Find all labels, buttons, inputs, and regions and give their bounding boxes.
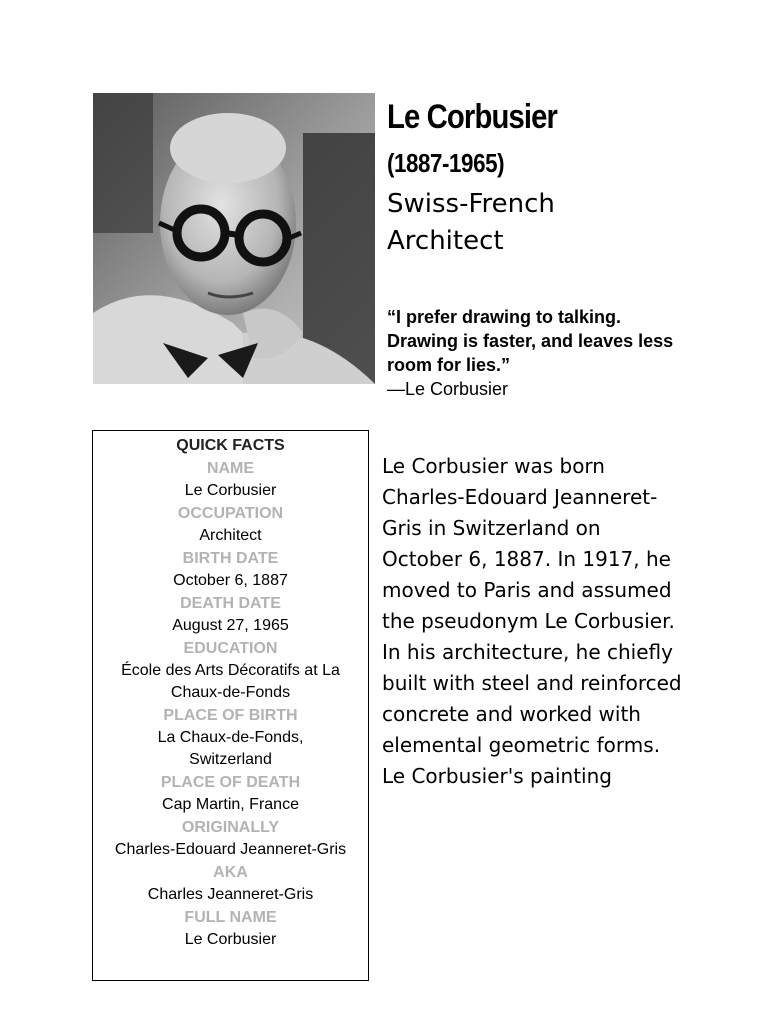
fact-label-occupation: OCCUPATION bbox=[177, 505, 284, 522]
fact-label-aka: AKA bbox=[213, 864, 248, 881]
fact-value-place-of-birth: La Chaux-de-Fonds, Switzerland bbox=[157, 729, 304, 768]
fact-value-originally: Charles-Edouard Jeanneret-Gris bbox=[114, 841, 347, 858]
biography-text: Le Corbusier was born Charles-Edouard Jeanneret-Gris in Switzerland on October 6, 1887. In 1917, he moved to Paris and assumed the pseudonym Le Corbusier. In his architecture, he chiefly built with steel and reinforced concrete and worked with elemental geometric forms. Le Corbusier's painting bbox=[382, 454, 682, 788]
fact-label-place-of-birth: PLACE OF BIRTH bbox=[163, 707, 298, 724]
fact-label-place-of-death: PLACE OF DEATH bbox=[160, 774, 301, 791]
fact-label-full-name: FULL NAME bbox=[184, 909, 277, 926]
fact-label-birth-date: BIRTH DATE bbox=[182, 550, 279, 567]
fact-label-education: EDUCATION bbox=[183, 640, 278, 657]
fact-value-full-name: Le Corbusier bbox=[184, 931, 277, 948]
fact-label-originally: ORIGINALLY bbox=[181, 819, 280, 836]
person-role: Swiss-French Architect bbox=[387, 189, 555, 256]
portrait-illustration bbox=[93, 93, 375, 384]
quote-author: —Le Corbusier bbox=[387, 379, 509, 399]
fact-value-education: École des Arts Décoratifs at La Chaux-de-Fonds bbox=[121, 662, 340, 701]
fact-label-death-date: DEATH DATE bbox=[180, 595, 281, 612]
fact-value-death-date: August 27, 1965 bbox=[172, 617, 289, 634]
fact-value-occupation: Architect bbox=[199, 527, 262, 544]
fact-value-name: Le Corbusier bbox=[184, 482, 277, 499]
portrait-photo bbox=[93, 93, 375, 384]
quote-text: “I prefer drawing to talking. Drawing is faster, and leaves less room for lies.” bbox=[387, 307, 674, 375]
fact-value-place-of-death: Cap Martin, France bbox=[162, 796, 299, 813]
life-years: (1887-1965) bbox=[387, 148, 505, 178]
quick-facts-box bbox=[92, 430, 369, 981]
fact-label-name: NAME bbox=[206, 460, 255, 477]
fact-value-birth-date: October 6, 1887 bbox=[173, 572, 288, 589]
person-name: Le Corbusier bbox=[387, 98, 558, 136]
quick-facts-heading: QUICK FACTS bbox=[176, 437, 285, 454]
fact-value-aka: Charles Jeanneret-Gris bbox=[147, 886, 314, 903]
